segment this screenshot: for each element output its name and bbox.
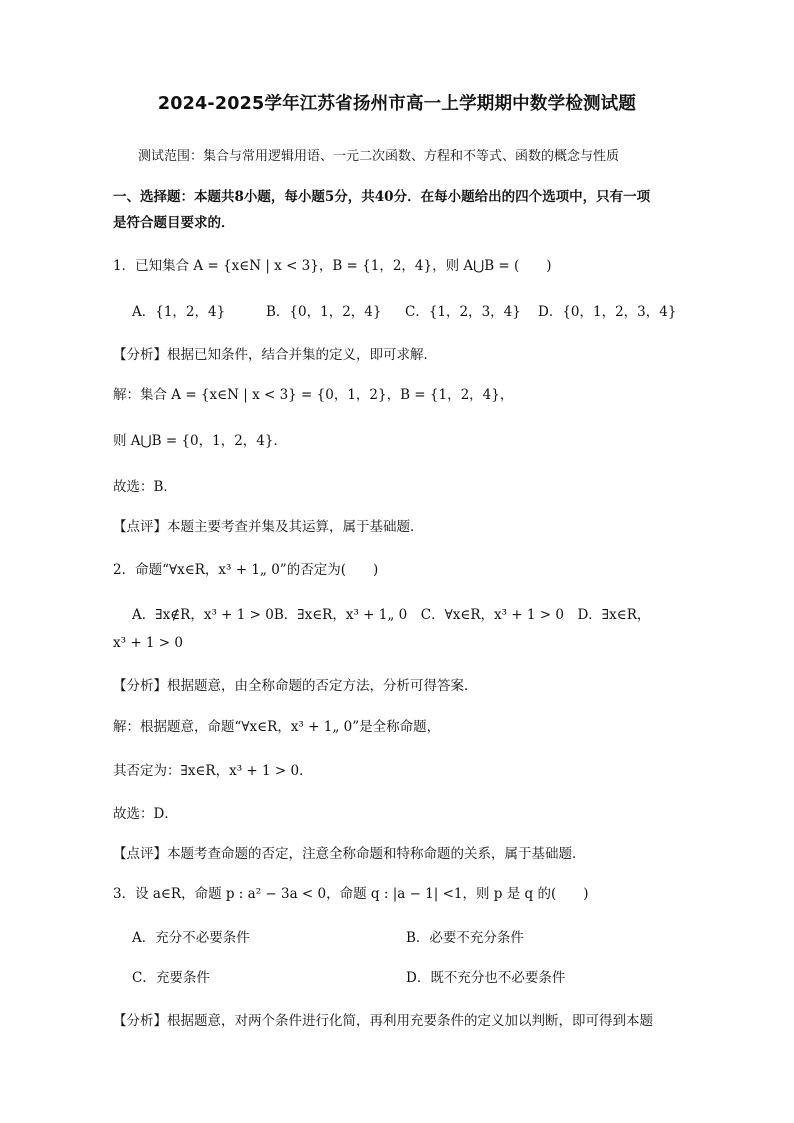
- q3-option-b: B．必要不充分条件: [406, 930, 524, 946]
- q1-comment: 【点评】本题主要考查并集及其运算，属于基础题．: [113, 519, 424, 535]
- test-scope: 测试范围：集合与常用逻辑用语、一元二次函数、方程和不等式、函数的概念与性质: [138, 149, 620, 164]
- q3-option-c: C．充要条件: [132, 970, 210, 986]
- q1-option-c: C．{1，2，3，4}: [405, 304, 521, 320]
- q2-answer: 故选：D．: [113, 806, 178, 822]
- q2-analysis: 【分析】根据题意，由全称命题的否定方法，分析可得答案．: [113, 678, 478, 694]
- q1-analysis: 【分析】根据已知条件，结合并集的定义，即可求解．: [113, 347, 437, 363]
- page-title: 2024-2025学年江苏省扬州市高一上学期期中数学检测试题: [157, 94, 637, 114]
- q3-option-d: D．既不充分也不必要条件: [406, 970, 566, 986]
- q2-solution-line-1: 解：根据题意，命题“∀x∈R，x³ + 1„ 0”是全称命题，: [113, 719, 441, 735]
- q3-option-a: A．充分不必要条件: [132, 930, 250, 946]
- q1-answer: 故选：B．: [113, 479, 177, 495]
- q1-option-d: D．{0，1，2，3，4}: [538, 304, 677, 320]
- q1-solution-line-2: 则 A⋃B = {0，1，2，4}．: [113, 433, 287, 449]
- q2-solution-line-2: 其否定为：∃x∈R，x³ + 1 > 0．: [113, 763, 313, 779]
- q2-options-line-1: A．∃x∉R，x³ + 1 > 0B．∃x∈R，x³ + 1„ 0 C．∀x∈R，x³ + 1 > 0 D．∃x∈R，: [132, 607, 651, 623]
- q1-option-b: B．{0，1，2，4}: [266, 304, 382, 320]
- q1-stem: 1．已知集合 A = {x∈N | x < 3}，B = {1，2，4}，则 A⋃B = ( ): [113, 258, 552, 274]
- section-heading-line-1: 一、选择题：本题共8小题，每小题5分，共40分．在每小题给出的四个选项中，只有一项: [113, 189, 651, 205]
- q2-comment: 【点评】本题考查命题的否定，注意全称命题和特称命题的关系，属于基础题．: [113, 846, 586, 862]
- q2-stem: 2．命题“∀x∈R，x³ + 1„ 0”的否定为( ): [113, 562, 379, 578]
- q2-options-line-2: x³ + 1 > 0: [113, 635, 183, 651]
- section-heading-line-2: 是符合题目要求的．: [113, 215, 235, 231]
- q1-option-a: A．{1，2，4}: [132, 304, 226, 320]
- q3-stem: 3．设 a∈R，命题 p : a² − 3a < 0，命题 q : |a − 1| <1，则 p 是 q 的( ): [113, 886, 589, 902]
- q3-analysis: 【分析】根据题意，对两个条件进行化简，再利用充要条件的定义加以判断，即可得到本题: [113, 1013, 653, 1029]
- q1-solution-line-1: 解：集合 A = {x∈N | x < 3} = {0，1，2}，B = {1，2，4}，: [113, 387, 514, 403]
